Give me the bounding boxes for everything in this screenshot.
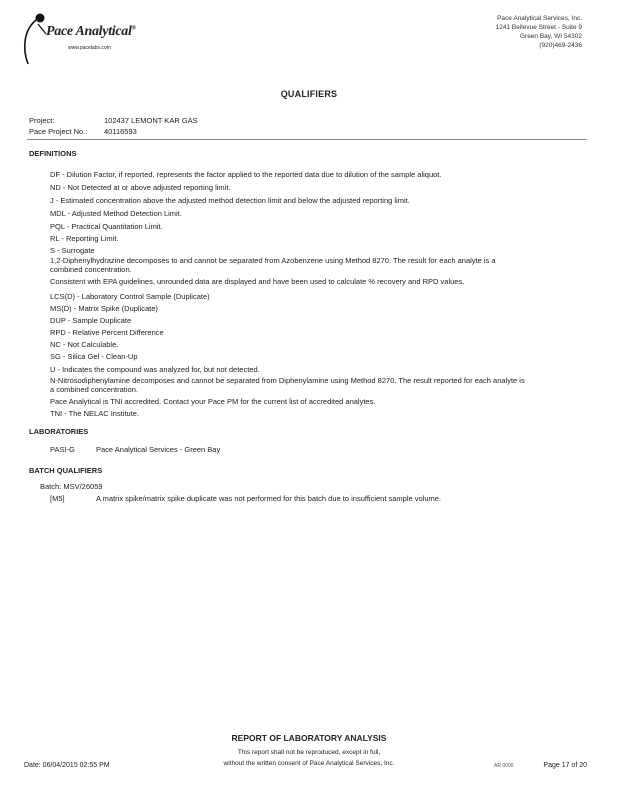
definition-item: N-Nitrosodiphenylamine decomposes and cannot be separated from Diphenylamine using Method 8270. The result reported for each analyte is a combined concentration. [50,376,525,394]
definition-item: MDL - Adjusted Method Detection Limit. [50,209,182,218]
logo-registered: ® [131,25,136,32]
address-line4: (920)469-2436 [539,42,582,49]
batch-qualifier-code: [M5] [50,494,65,503]
logo-website: www.pacelabs.com [68,45,111,51]
definition-item: Consistent with EPA guidelines, unrounded data are displayed and have been used to calculate % recovery and RPD values. [50,277,465,286]
definition-item: SG - Silica Gel - Clean-Up [50,352,138,361]
page-title: QUALIFIERS [280,89,338,99]
definition-item: ND - Not Detected at or above adjusted reporting limit. [50,183,231,192]
lab-code: PASI-G [50,445,75,454]
definition-item: DUP - Sample Duplicate [50,316,132,325]
definition-item: U - Indicates the compound was analyzed for, but not detected. [50,365,260,374]
definition-item: Pace Analytical is TNI accredited. Contact your Pace PM for the current list of accredited analytes. [50,397,376,406]
pace-project-label: Pace Project No.: [29,127,88,136]
batch-id: Batch: MSV/26059 [40,482,103,491]
report-title: REPORT OF LABORATORY ANALYSIS [231,733,387,743]
definition-item: 1,2-Diphenylhydrazine decomposes to and cannot be separated from Azobenzene using Method 8270. The result for each analyte is a combined concentration. [50,256,496,274]
project-value: 102437 LEMONT KAR GAS [104,116,198,125]
definition-item: LCS(D) - Laboratory Control Sample (Duplicate) [50,292,210,301]
batch-qualifiers-heading: BATCH QUALIFIERS [29,466,103,475]
definition-item: MS(D) - Matrix Spike (Duplicate) [50,304,158,313]
pace-project-value: 40116593 [104,127,137,136]
footer-note-2: without the written consent of Pace Analytical Services, Inc. [223,760,395,767]
address-line3: Green Bay, WI 54302 [519,33,582,40]
footer-note-1: This report shall not be reproduced, except in full, [237,749,381,756]
logo-name: Pace Analytical [46,24,132,39]
definition-item: RPD - Relative Percent Difference [50,328,164,337]
definition-item: TNI - The NELAC Institute. [50,409,140,418]
definitions-heading: DEFINITIONS [29,149,77,158]
report-date: Date: 06/04/2015 02:55 PM [24,762,110,769]
definition-item: RL - Reporting Limit. [50,234,119,243]
definition-item: J - Estimated concentration above the adjusted method detection limit and below the adjusted reporting limit. [50,196,410,205]
page-number: Page 17 of 20 [543,762,587,769]
definition-item: NC - Not Calculable. [50,340,119,349]
company-address [496,14,582,50]
address-line2: 1241 Bellevue Street - Suite 9 [495,24,582,31]
logo [14,8,144,68]
definition-item: S - Surrogate [50,246,95,255]
project-label: Project: [29,116,55,125]
batch-qualifier-text: A matrix spike/matrix spike duplicate was not performed for this batch due to insufficient sample volume. [96,494,442,503]
divider [27,139,587,140]
laboratories-heading: LABORATORIES [29,427,89,436]
definition-item: PQL - Practical Quantitation Limit. [50,222,163,231]
address-line1: Pace Analytical Services, Inc. [497,15,582,22]
lab-name: Pace Analytical Services - Green Bay [96,445,221,454]
definition-item: DF - Dilution Factor, if reported, represents the factor applied to the reported data due to dilution of the sample aliquot. [50,170,442,179]
report-initials: AR 0000 [494,763,514,769]
